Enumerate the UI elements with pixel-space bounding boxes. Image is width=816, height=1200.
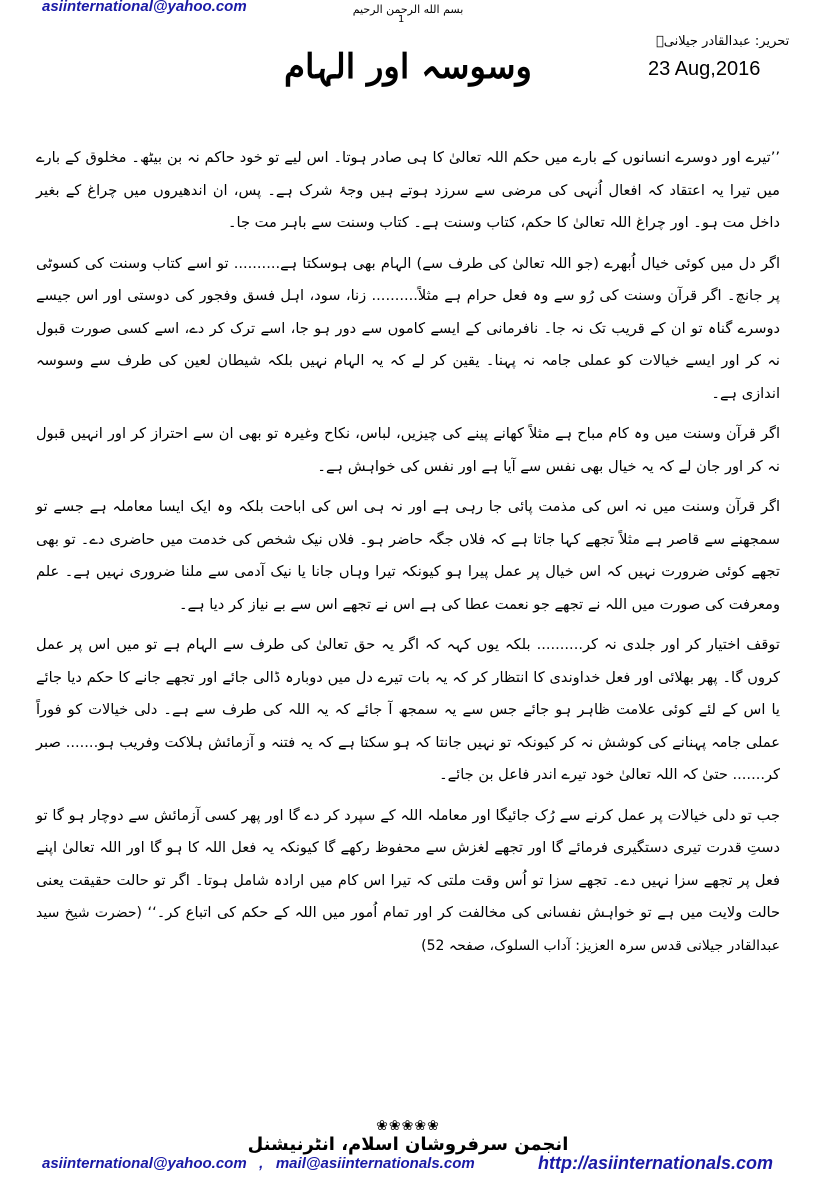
page-number: 1 <box>398 14 405 25</box>
date: 23 Aug,2016 <box>648 58 761 80</box>
paragraph-2: اگر دل میں کوئی خیال اُبھرے (جو اللہ تعالیٰ کی طرف سے) الہام بھی ہوسکتا ہے.......... تو اسے کتاب وسنت کی کسوٹی پر جانچ۔ اگر قرآن وسنت کی رُو سے وہ فعل حرام ہے مثلاً.......... زنا، سود، اہل فسق وفجور کی دوستی اور اس جیسے دوسرے گناہ تو ان کے قریب تک نہ جا۔ نافرمانی کے ایسے کاموں سے دور ہو جا، اسے ترک کر دے، اسے کسی صورت قبول نہ کر اور ایسے خیالات کو عملی جامہ نہ پہنا۔ یقین کر لے کہ یہ الہام نہیں بلکہ شیطان لعین کی طرف سے وسوسہ اندازی ہے۔ <box>36 254 780 402</box>
source-reference: (حضرت شیخ سید عبدالقادر جیلانی قدس سرہ العزیز: آداب السلوک، صفحہ 52) <box>36 905 780 954</box>
paragraph-5: توقف اختیار کر اور جلدی نہ کر.......... بلکہ یوں کہہ کہ اگر یہ حق تعالیٰ کی طرف سے الہام ہے تو میں اس پر عمل کروں گا۔ پھر بھلائی اور فعل خداوندی کا انتظار کر کہ یہ بات تیرے دل میں دوبارہ ڈالی جائے اور تجھے جانے کا حکم دیا جائے یا اس کے لئے کوئی علامت ظاہر ہو جائے جس سے یہ سمجھ آ جائے کہ یہ اللہ کی طرف سے ہے۔ دلی خیالات کو فوراً عملی جامہ پہنانے کی کوشش نہ کر کیونکہ تو نہیں جانتا کہ ہو سکتا ہے کہ یہ فتنہ و آزمائش ہلاکت وفریب ہو....... صبر کر....... حتیٰ کہ اللہ تعالیٰ خود تیرے اندر فاعل بن جائے۔ <box>36 636 780 783</box>
paragraph-1: ’’تیرے اور دوسرے انسانوں کے بارے میں حکم اللہ تعالیٰ کا ہی صادر ہوتا۔ اس لیے تو خود حاکم نہ بن بیٹھ۔ مخلوق کے بارے میں تیرا یہ اعتقاد کہ افعال اُنہی کی مرضی سے سرزد ہوتے ہیں وجۂ شرک ہے۔ پس، ان اندھیروں میں چراغ کے بغیر داخل مت ہو۔ اور چراغ اللہ تعالیٰ کا حکم، کتاب وسنت ہے۔ کتاب وسنت سے باہر مت جا۔ <box>36 149 780 231</box>
author-line: تحریر: عبدالقادر جیلانیؒ <box>656 34 790 49</box>
article-body <box>36 142 780 970</box>
paragraph-6-text: جب تو دلی خیالات پر عمل کرنے سے رُک جائیگا اور معاملہ اللہ کے سپرد کر دے گا اور پھر کسی آزمائش سے دوچار ہو گا تو دستِ قدرت تیری دستگیری فرمائے گا اور تجھے لغزش سے محفوظ رکھے گا کیونکہ یہ فعل اللہ کا ہو گا اور اللہ تعالیٰ اپنے فعل پر تجھے سزا نہیں دے۔ تجھے سزا تو اُس وقت ملتی کہ تیرا اس کام میں ارادہ شامل ہوتا۔ اگر تو حالت حقیقت یعنی حالت ولایت میں ہے تو خواہش نفسانی کی مخالفت کر اور تمام اُمور میں اللہ کے حکم کی اتباع کر۔‘‘ <box>36 806 781 921</box>
footer-website-link[interactable]: http://asiinternationals.com <box>538 1153 774 1173</box>
page-title: وسوسہ اور الہام <box>284 47 532 87</box>
paragraph-3: اگر قرآن وسنت میں وہ کام مباح ہے مثلاً کھانے پینے کی چیزیں، لباس، نکاح وغیرہ تو بھی ان سے احتراز کر اور انہیں قبول نہ کر اور جان لے کہ یہ خیال بھی نفس سے آیا ہے اور نفس کی خواہش ہے۔ <box>36 425 780 475</box>
bismillah: بسم الله الرحمن الرحيم <box>352 3 464 16</box>
paragraph-6 <box>36 800 780 963</box>
footer-emails[interactable]: asiinternational@yahoo.com , mail@asiinternationals.com <box>42 1155 475 1172</box>
organization-name: انجمن سرفروشان اسلام، انٹرنیشنل <box>247 1134 569 1155</box>
paragraph-4: اگر قرآن وسنت میں نہ اس کی مذمت پائی جا رہی ہے اور نہ ہی اس کی اباحت بلکہ وہ ایک ایسا معاملہ ہے جسے تو سمجھنے سے قاصر ہے مثلاً تجھے کہا جاتا ہے کہ فلاں جگہ حاضر ہو۔ فلاں نیک شخص کی خدمت میں حاضری دے۔ تو بھی تجھے کوئی ضرورت نہیں کہ اس خیال پر عمل پیرا ہو کیونکہ تیرا وہاں جانا یا نیک آدمی سے ملنا ضروری نہیں ہے۔ علم ومعرفت کی صورت میں اللہ نے تجھے جو نعمت عطا کی ہے اس نے تجھے اس سے بے نیاز کر دیا ہے۔ <box>36 498 780 613</box>
decorative-flowers: ❀❀❀❀❀ <box>376 1118 440 1134</box>
header-email[interactable]: asiinternational@yahoo.com <box>42 0 247 15</box>
